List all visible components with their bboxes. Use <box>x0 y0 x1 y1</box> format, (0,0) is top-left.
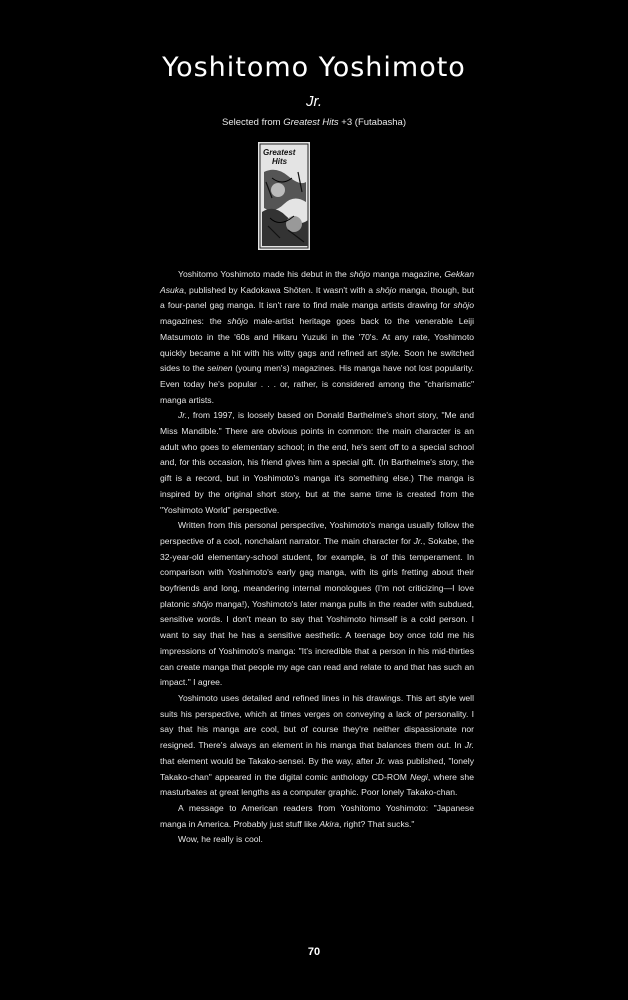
text-run: , from 1997, is loosely based on Donald Barthelme's short story, "Me and Miss Mandible." There are obvious points in common: the main character is an adult who goes to elementary school; in the end, he's sent off to a special school and, for this occasion, his friend gives him a special gift. (In Barthelme's story, the gift is a record, but in Yoshimoto's manga it's something else.) The manga is inspired by the original short story, but at the same time is created from the "Yoshimoto World" perspective. <box>160 410 474 515</box>
paragraph <box>160 408 474 518</box>
italic-text: shōjo <box>227 316 248 327</box>
text-run: that element would be Takako-sensei. By the way, after <box>160 755 377 766</box>
paragraph <box>160 267 474 408</box>
page-title: Yoshitomo Yoshimoto <box>162 52 466 83</box>
text-run: Written from this personal perspective, Yoshimoto's manga usually follow the perspective of a cool, nonchalant narrator. The main character for <box>160 520 474 546</box>
text-run: manga magazine, <box>370 269 445 279</box>
paragraph <box>160 518 474 691</box>
italic-text: Jr. <box>413 535 423 546</box>
italic-text: Gekkan Asuka <box>160 269 474 295</box>
text-run: male-artist heritage goes back to the venerable Leiji Matsumoto in the '60s and Hikaru Yuzuki in the '70's. At any rate, Yoshimoto quickly became a hit with his witty gags and refined art style. Soon he switched sides to the <box>160 316 475 374</box>
text-run: manga!), Yoshimoto's later manga pulls in the reader with subdued, sensitive words. I don't mean to say that Yoshimoto himself is a cold person. I want to say that he has a sensitive aesthetic. A teenage boy once told me his impressions of Yoshimoto's manga: "It's incredible that a person in his mid-thirties can create manga that people my age can read and relate to and that has such an impact." I agree. <box>160 598 474 688</box>
cover-label-2: Hits <box>272 157 288 166</box>
paragraph <box>160 691 474 801</box>
paragraph <box>160 801 474 832</box>
italic-text: shōjo <box>192 598 213 609</box>
article-body <box>160 267 474 848</box>
text-run: magazines: the <box>160 316 228 327</box>
work-title: Jr. <box>305 93 323 110</box>
italic-text: Jr. <box>376 755 386 766</box>
cover-label-1: Greatest <box>263 148 296 157</box>
paragraph <box>160 832 474 848</box>
text-run: Wow, he really is cool. <box>178 834 263 845</box>
page-number: 70 <box>307 946 321 958</box>
italic-text: seinen <box>207 363 233 374</box>
italic-text: Akira <box>319 818 339 829</box>
text-run: Yoshitomo Yoshimoto made his debut in the <box>178 269 350 279</box>
italic-text: Jr. <box>178 410 188 421</box>
text-run: manga, though, but a four-panel gag manga. It isn't rare to find male manga artists drawing for <box>160 284 474 311</box>
text-run: A message to American readers from Yoshitomo Yoshimoto: "Japanese manga in America. Probably just stuff like <box>160 802 474 829</box>
source-prefix: Selected from <box>221 117 284 128</box>
cover-illustration <box>258 142 310 250</box>
italic-text: shōjo <box>453 300 474 311</box>
italic-text: Negi <box>410 771 428 782</box>
text-run: , Sokabe, the 32-year-old elementary-school student, for example, is of this temperament. In comparison with Yoshimoto's early gag manga, with its girls fretting about their boyfriends and long, meandering internal monologues (I'm not criticizing—I love platonic <box>160 535 474 609</box>
text-run: , right? That sucks." <box>338 818 415 829</box>
source-title: Greatest Hits <box>283 117 339 128</box>
text-run: , where she masturbates at great lengths as a computer graphic. Poor lonely Takako-chan. <box>160 771 474 798</box>
book-cover-image <box>258 142 310 250</box>
source-line <box>0 117 628 128</box>
text-run: , published by Kadokawa Shōten. It wasn't with a <box>183 284 376 295</box>
text-run: (young men's) magazines. His manga have not lost popularity. Even today he's popular . . . or, rather, is considered among the "charismatic" manga artists. <box>160 363 474 405</box>
source-suffix: +3 (Futabasha) <box>338 117 407 128</box>
italic-text: Jr. <box>464 740 474 751</box>
text-run: was published, "lonely Takako-chan" appeared in the digital comic anthology CD-ROM <box>160 755 474 782</box>
italic-text: shōjo <box>375 284 397 295</box>
italic-text: shōjo <box>349 269 371 279</box>
text-run: Yoshimoto uses detailed and refined lines in his drawings. This art style well suits his perspective, which at times verges on conveying a lack of personality. I say that his manga are cool, but of course they're neither dispassionate nor resigned. There's always an element in his manga that balances them out. In <box>160 692 474 751</box>
